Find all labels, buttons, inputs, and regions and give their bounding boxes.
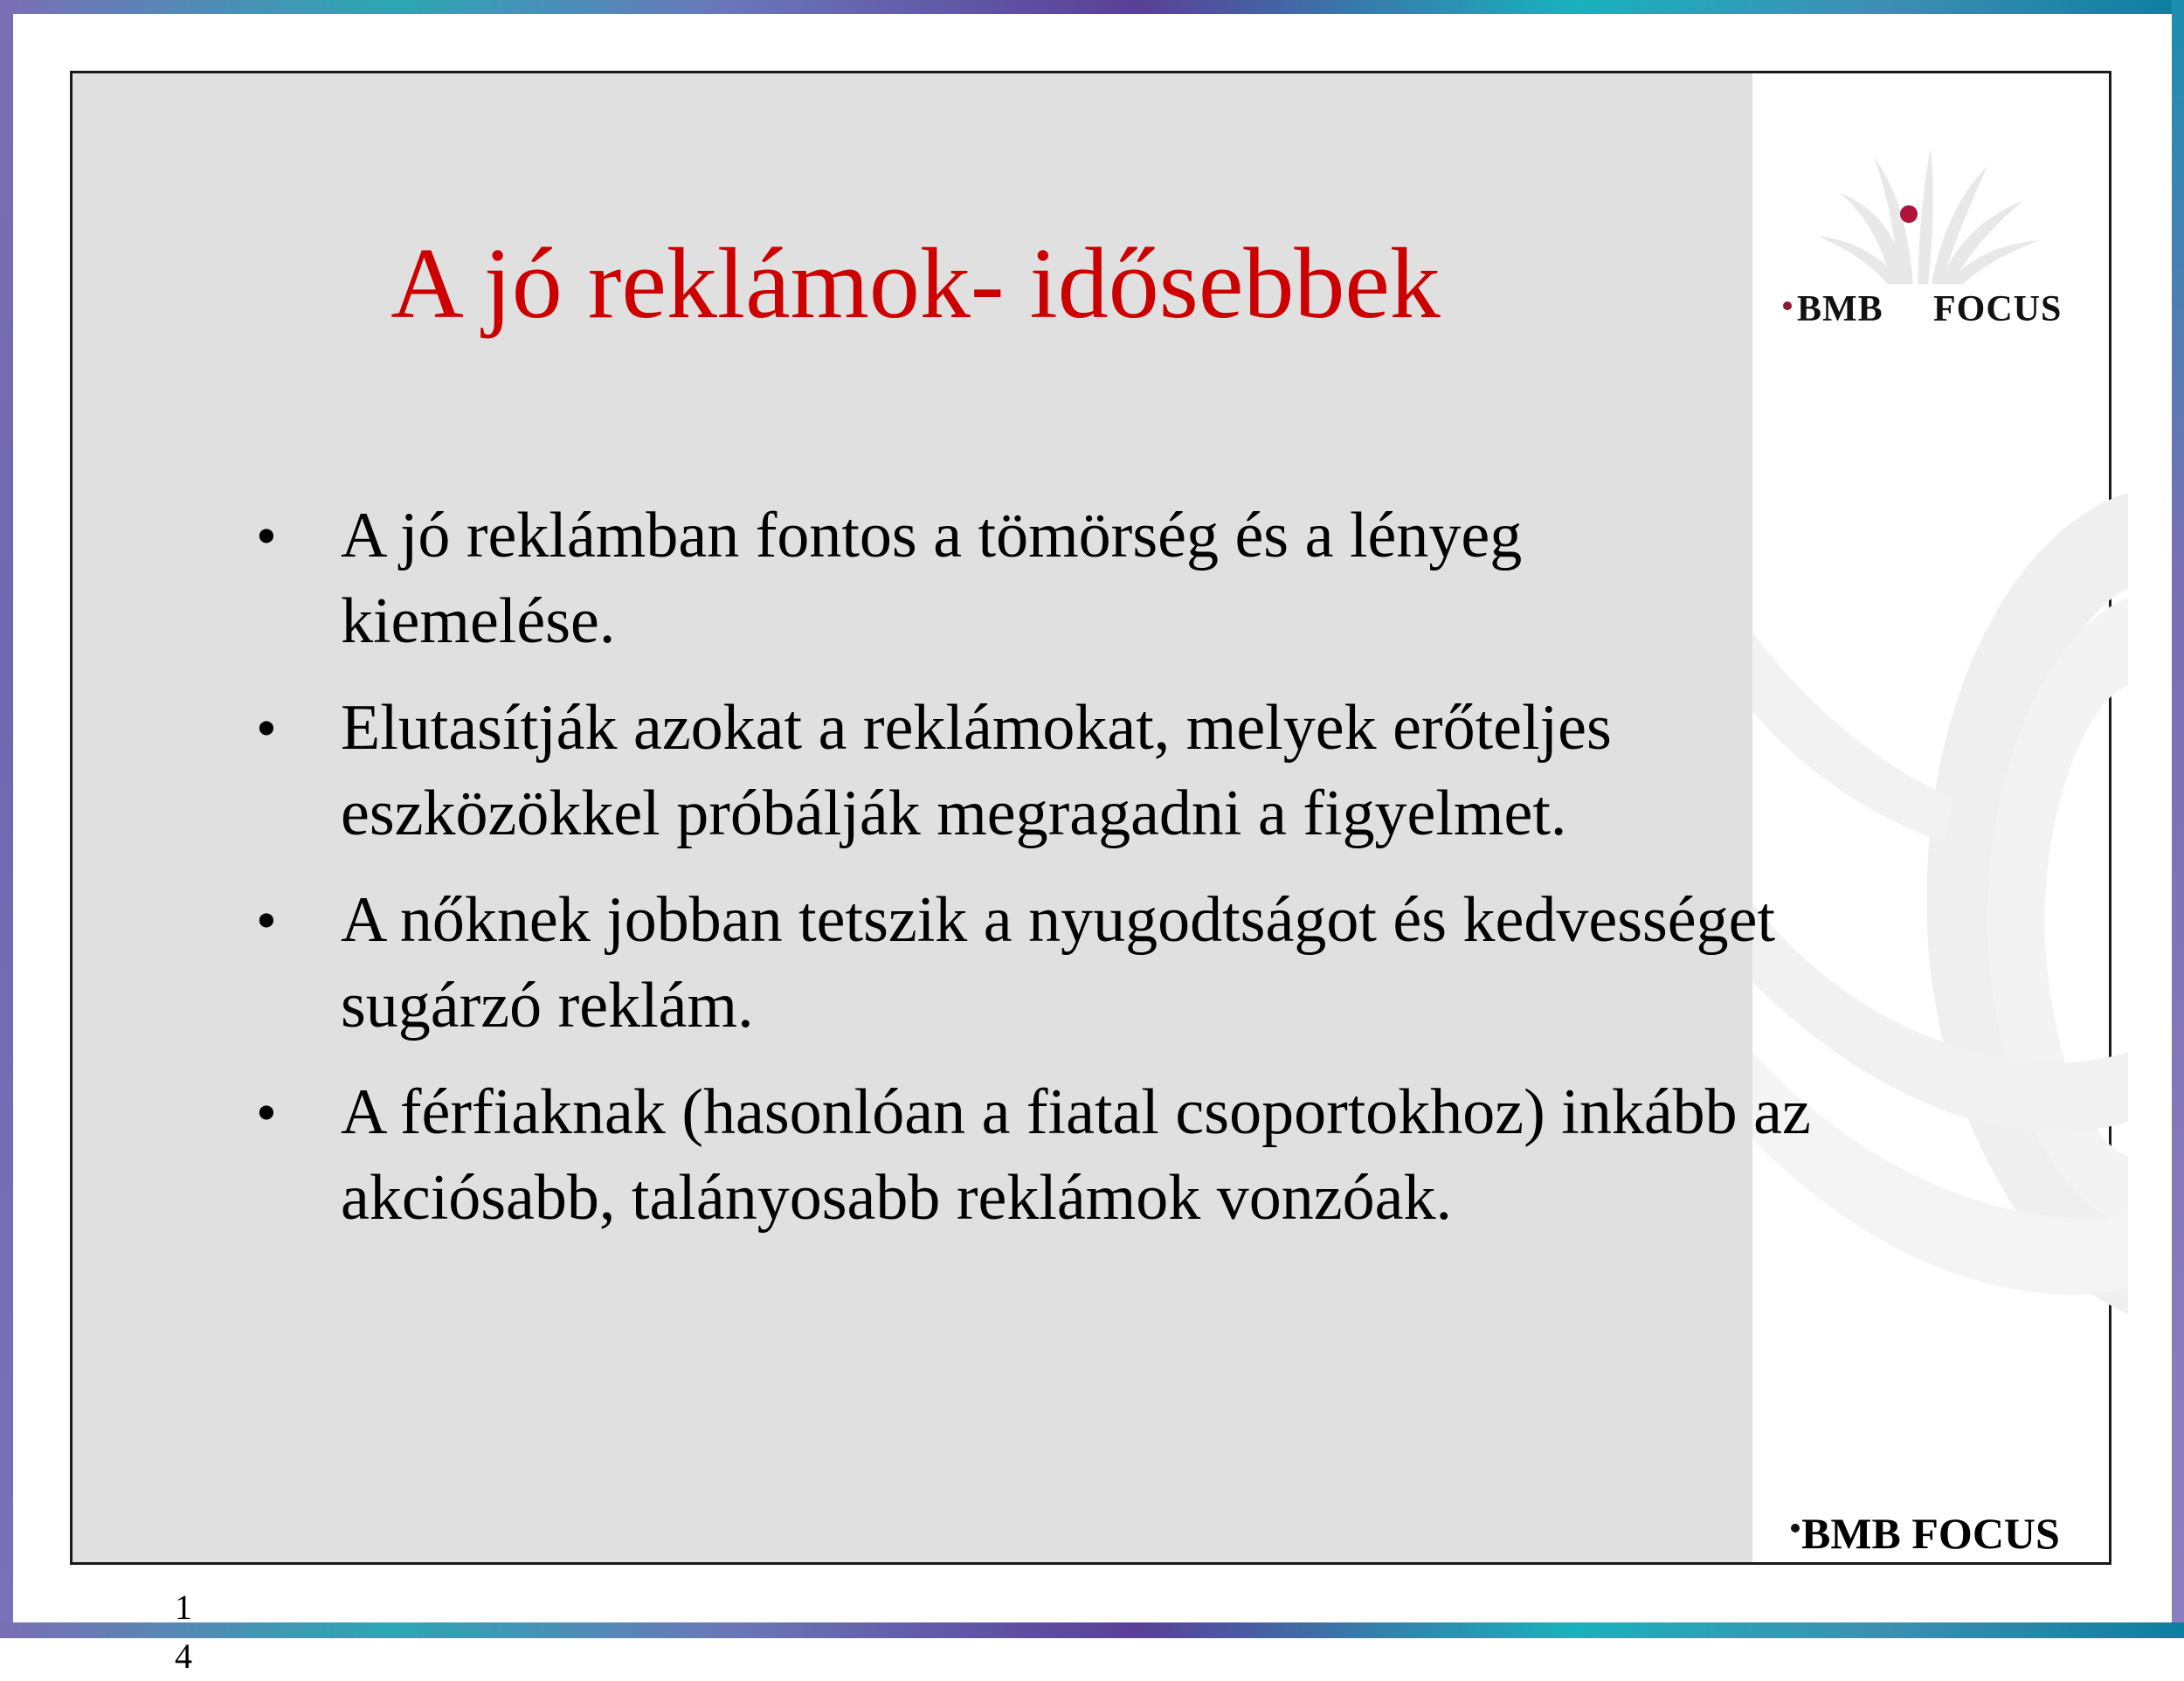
logo-word-focus: FOCUS [1933,289,2063,329]
list-item [186,1069,1811,1241]
bullet-text: A férfiaknak (hasonlóan a fiatal csoportokhoz) inkább az akciósabb, talányosabb reklámok vonzóak. [341,1076,1811,1234]
top-gradient-border [0,0,2184,14]
footer-dot-icon [1791,1524,1800,1532]
bullet-marker: • [256,887,277,953]
logo-fan-icon [1778,140,2066,288]
right-gradient-border [2172,0,2184,1638]
list-item [186,877,1811,1048]
bullet-marker: • [256,695,277,761]
bullet-text: A nőknek jobban tetszik a nyugodtságot és kedvességet sugárzó reklám. [341,884,1776,1041]
bmb-focus-logo-icon [1778,140,2066,341]
bullet-marker: • [256,1079,277,1145]
list-item [186,493,1811,664]
list-item [186,685,1811,856]
bullet-list [186,493,1811,1262]
bullet-marker: • [256,502,277,569]
footer-brand [1791,1508,2060,1559]
logo-word-bmb: BMB [1797,289,1883,329]
bullet-text: Elutasítják azokat a reklámokat, melyek erőteljes eszközökkel próbálják megragadni a figyelmet. [341,692,1612,849]
slide-title: A jó reklámok- idősebbek [390,228,1441,340]
footer-brand-text: BMB FOCUS [1801,1509,2060,1558]
bottom-gradient-border [0,1622,2184,1638]
page-number: 14 [175,1588,192,1676]
logo-dot-icon [1783,301,1792,310]
bullet-text: A jó reklámban fontos a tömörség és a lényeg kiemelése. [341,500,1523,657]
left-gradient-border [0,0,13,1638]
